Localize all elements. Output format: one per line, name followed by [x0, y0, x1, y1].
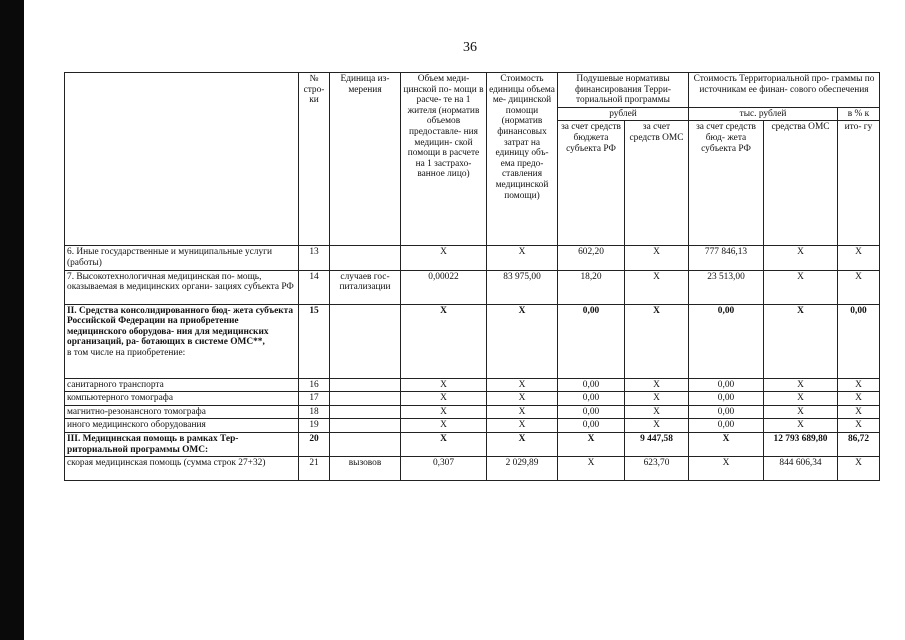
table-row: [65, 432, 880, 456]
cell-volume: [401, 432, 487, 456]
cell-pcb: [558, 405, 625, 419]
cell-pcb: [558, 432, 625, 456]
cell-name-text: 7. Высокотехнологичная медицинская по- мощь, оказываемая в медицинских органи- зациях субъекта РФ: [67, 271, 294, 293]
cell-name: [65, 392, 299, 406]
cell-tb: [689, 392, 764, 406]
page-number: 36: [463, 40, 477, 55]
cell-pct: [838, 246, 880, 270]
cell-num-text: 21: [309, 458, 319, 469]
cell-pco: [625, 378, 689, 392]
cell-to: [764, 246, 838, 270]
cell-num-text: 16: [309, 379, 319, 390]
cell-name: [65, 457, 299, 481]
header-per-capita-unit: рублей: [558, 107, 689, 121]
cell-to-text: Х: [797, 420, 804, 431]
cell-tb: [689, 270, 764, 304]
cell-pco: [625, 432, 689, 456]
cell-name: [65, 246, 299, 270]
header-pc-oms: средства ОМС: [764, 121, 838, 246]
cell-pco: [625, 457, 689, 481]
cell-pco: [625, 405, 689, 419]
cell-unit: [330, 432, 401, 456]
cell-num-text: 20: [309, 433, 319, 444]
cell-pct-text: Х: [855, 271, 862, 282]
cell-volume: [401, 392, 487, 406]
cell-name-extra: в том числе на приобретение:: [67, 347, 186, 358]
table-row: [65, 270, 880, 304]
cell-volume-text: 0,00022: [428, 271, 459, 282]
cell-pco: [625, 419, 689, 433]
cell-pco-text: 9 447,58: [640, 433, 673, 444]
cell-tb-text: 0,00: [717, 393, 735, 404]
cell-pco-text: 623,70: [643, 458, 670, 469]
table-row: [65, 419, 880, 433]
cell-volume: [401, 419, 487, 433]
table-row: [65, 457, 880, 481]
header-percent: в % к: [838, 107, 880, 121]
header-program-cost-unit: тыс. рублей: [689, 107, 838, 121]
cell-tb: [689, 405, 764, 419]
cell-volume: [401, 270, 487, 304]
cell-tb-text: 777 846,13: [704, 247, 748, 258]
header-volume: Объем меди- цинской по- мощи в расче- те на 1 жителя (норматив объемов предоставле- ния медицин- ской помощи в расчете на 1 застрахо- ванное лицо): [401, 73, 487, 246]
cell-num-text: 18: [309, 406, 319, 417]
cell-pcb-text: 0,00: [582, 305, 600, 316]
cell-pco-text: Х: [653, 393, 660, 404]
cell-name-text: санитарного транспорта: [67, 379, 164, 390]
cell-pco-text: Х: [653, 271, 660, 282]
cell-pcb: [558, 304, 625, 378]
cell-num-text: 14: [309, 271, 319, 282]
cell-cost-text: Х: [518, 379, 526, 390]
cell-pco-text: Х: [653, 247, 660, 258]
cell-to: [764, 419, 838, 433]
cell-to-text: 12 793 689,80: [773, 433, 828, 444]
cell-name: [65, 304, 299, 378]
cell-pct: [838, 270, 880, 304]
cell-to: [764, 378, 838, 392]
cell-pco-text: Х: [653, 406, 660, 417]
cell-pct-text: Х: [855, 420, 862, 431]
cell-num-text: 17: [309, 393, 319, 404]
cell-to-text: Х: [797, 406, 804, 417]
cell-to-text: 844 606,34: [779, 458, 822, 469]
cell-pco: [625, 270, 689, 304]
cell-num: [299, 304, 330, 378]
cell-tb-text: 0,00: [717, 406, 735, 417]
cell-unit-text: вызовов: [348, 458, 382, 469]
cell-volume: [401, 304, 487, 378]
cell-pcb-text: 0,00: [582, 406, 600, 417]
cell-pcb-text: 0,00: [582, 420, 600, 431]
cell-unit-text: случаев гос- питализации: [339, 271, 391, 293]
cell-volume: [401, 378, 487, 392]
table-row: [65, 405, 880, 419]
cell-pcb: [558, 457, 625, 481]
cell-tb-text: Х: [722, 433, 730, 444]
cell-to-text: Х: [797, 271, 804, 282]
table-row: [65, 392, 880, 406]
cell-unit: [330, 270, 401, 304]
table-row: [65, 246, 880, 270]
cell-unit: [330, 419, 401, 433]
cell-to-text: Х: [797, 393, 804, 404]
cell-pct: [838, 457, 880, 481]
cell-pco-text: Х: [653, 420, 660, 431]
cell-name: [65, 419, 299, 433]
cell-tb-text: 0,00: [717, 420, 735, 431]
cell-cost-text: Х: [518, 406, 526, 417]
cell-to: [764, 405, 838, 419]
cell-pcb: [558, 270, 625, 304]
cell-num: [299, 405, 330, 419]
cell-to: [764, 304, 838, 378]
header-per-capita: Подушевые нормативы финансирования Терри- ториальной программы: [558, 73, 689, 108]
cell-unit: [330, 246, 401, 270]
cell-pco-text: Х: [653, 305, 660, 316]
cell-pcb: [558, 419, 625, 433]
cell-pct: [838, 405, 880, 419]
cell-pct: [838, 419, 880, 433]
cell-name: [65, 432, 299, 456]
cell-unit: [330, 457, 401, 481]
cell-num-text: 19: [309, 420, 319, 431]
cell-to: [764, 392, 838, 406]
cell-tb: [689, 419, 764, 433]
header-program-cost: Стоимость Территориальной про- граммы по источникам ее финан- сового обеспечения: [689, 73, 880, 108]
table-row: [65, 378, 880, 392]
cell-name-text: компьютерного томографа: [67, 393, 174, 404]
cell-cost-text: Х: [518, 433, 526, 444]
cell-volume-text: Х: [440, 305, 447, 316]
cell-name-text: скорая медицинская помощь (сумма строк 27+32): [67, 458, 266, 469]
cell-num: [299, 246, 330, 270]
cell-tb-text: 0,00: [717, 305, 735, 316]
cell-to: [764, 432, 838, 456]
cell-pct-text: Х: [855, 379, 862, 390]
cell-cost: [487, 304, 558, 378]
cell-pct-text: 0,00: [850, 305, 867, 316]
header-blank: [65, 73, 299, 246]
cell-name-text: 6. Иные государственные и муниципальные услуги (работы): [67, 247, 273, 268]
cell-name: [65, 378, 299, 392]
cell-tb: [689, 304, 764, 378]
cell-cost-text: 83 975,00: [503, 271, 541, 282]
header-pc-total: ито- гу: [838, 121, 880, 246]
cell-cost-text: Х: [518, 393, 526, 404]
cell-pcb: [558, 392, 625, 406]
cell-volume: [401, 405, 487, 419]
cell-num: [299, 378, 330, 392]
cell-cost-text: 2 029,89: [505, 458, 539, 469]
cell-unit: [330, 405, 401, 419]
cell-pct: [838, 432, 880, 456]
cell-pct-text: Х: [855, 458, 862, 469]
cell-pcb-text: Х: [587, 433, 595, 444]
cell-cost: [487, 378, 558, 392]
cell-tb: [689, 457, 764, 481]
cell-unit: [330, 378, 401, 392]
cell-tb: [689, 378, 764, 392]
cell-pct: [838, 392, 880, 406]
cell-pct: [838, 378, 880, 392]
cell-pcb: [558, 378, 625, 392]
cell-tb: [689, 246, 764, 270]
cell-pcb-text: 0,00: [582, 379, 600, 390]
cell-to-text: Х: [797, 305, 804, 316]
cell-cost-text: Х: [518, 420, 526, 431]
cell-pcb-text: Х: [587, 458, 595, 469]
cell-volume: [401, 246, 487, 270]
cell-num: [299, 392, 330, 406]
cell-name-text: иного медицинского оборудования: [67, 420, 206, 431]
cell-pco: [625, 304, 689, 378]
scan-edge-bar: [0, 0, 24, 640]
cell-volume-text: Х: [440, 393, 447, 404]
cell-volume: [401, 457, 487, 481]
cell-to: [764, 457, 838, 481]
cell-pcb: [558, 246, 625, 270]
cell-volume-text: Х: [440, 406, 447, 417]
header-unit-cost: Стоимость единицы объема ме- дицинской помощи (норматив финансовых затрат на единицу объ- ема предо- ставления медицинской помощи): [487, 73, 558, 246]
header-budget: за счет средств бюджета субъекта РФ: [558, 121, 625, 246]
cell-pco: [625, 392, 689, 406]
cell-cost: [487, 432, 558, 456]
cell-cost: [487, 392, 558, 406]
cell-unit: [330, 392, 401, 406]
cell-to: [764, 270, 838, 304]
cell-pcb-text: 602,20: [578, 247, 604, 258]
header-pc-budget: за счет средств бюд- жета субъекта РФ: [689, 121, 764, 246]
cell-name-text: магнитно-резонансного томографа: [67, 406, 206, 417]
cell-tb-text: Х: [722, 458, 730, 469]
cell-num: [299, 457, 330, 481]
cell-pct-text: Х: [855, 406, 862, 417]
financing-table: [64, 72, 880, 481]
cell-pct: [838, 304, 880, 378]
header-row-number: № стро- ки: [299, 73, 330, 246]
cell-unit: [330, 304, 401, 378]
cell-volume-text: Х: [440, 433, 447, 444]
cell-name: [65, 405, 299, 419]
cell-cost: [487, 246, 558, 270]
cell-cost: [487, 405, 558, 419]
cell-num-text: 15: [309, 305, 319, 316]
cell-to-text: Х: [797, 247, 804, 258]
cell-num: [299, 419, 330, 433]
cell-name: [65, 270, 299, 304]
cell-cost-text: Х: [518, 247, 526, 258]
cell-tb-text: 0,00: [717, 379, 735, 390]
cell-name-text: II. Средства консолидированного бюд- жета субъекта Российской Федерации на приобретение медицинского оборудова- ния для медицинских организаций, ра- ботающих в системе ОМС**,: [67, 305, 294, 348]
header-oms: за счет средств ОМС: [625, 121, 689, 246]
table-row: [65, 304, 880, 378]
cell-cost: [487, 457, 558, 481]
cell-num-text: 13: [309, 247, 319, 258]
cell-volume-text: Х: [440, 379, 447, 390]
cell-num: [299, 270, 330, 304]
cell-volume-text: Х: [440, 247, 447, 258]
cell-pcb-text: 0,00: [582, 393, 600, 404]
cell-to-text: Х: [797, 379, 804, 390]
cell-pco: [625, 246, 689, 270]
cell-name-text: III. Медицинская помощь в рамках Тер- риториальной программы ОМС:: [67, 433, 239, 455]
cell-cost: [487, 419, 558, 433]
cell-tb-text: 23 513,00: [707, 271, 745, 282]
cell-pco-text: Х: [653, 379, 660, 390]
cell-num: [299, 432, 330, 456]
cell-pct-text: 86,72: [847, 433, 870, 444]
cell-pct-text: Х: [855, 247, 862, 258]
cell-pcb-text: 18,20: [580, 271, 602, 282]
cell-volume-text: Х: [440, 420, 447, 431]
header-unit: Единица из- мерения: [330, 73, 401, 246]
cell-tb: [689, 432, 764, 456]
cell-pct-text: Х: [855, 393, 862, 404]
cell-volume-text: 0,307: [432, 458, 455, 469]
cell-cost-text: Х: [518, 305, 526, 316]
cell-cost: [487, 270, 558, 304]
